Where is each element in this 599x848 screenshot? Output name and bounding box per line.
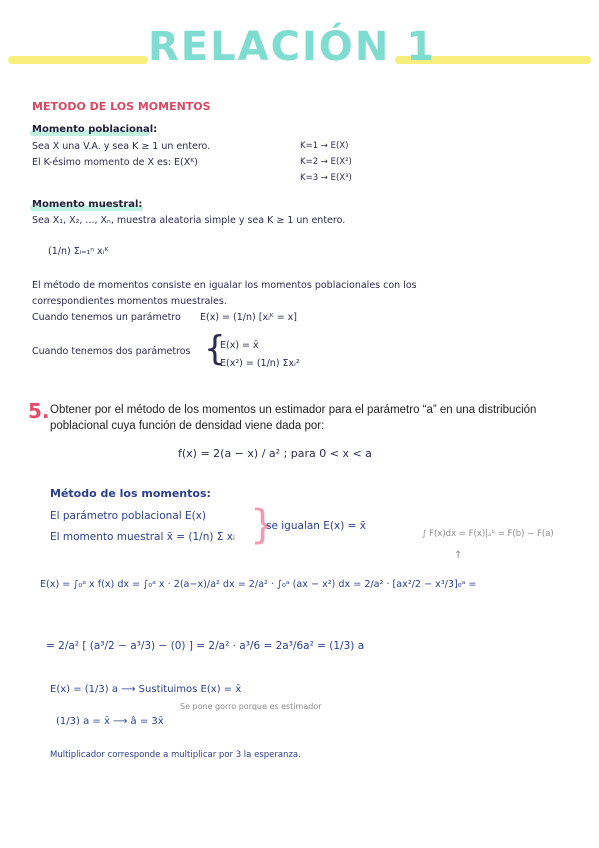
estimator-result: (1/3) a = x̄ ⟶ â = 3x̄ <box>56 716 164 727</box>
page-title: RELACIÓN 1 <box>148 24 437 70</box>
exercise-number: 5. <box>28 399 50 423</box>
two-param-label: Cuando tenemos dos parámetros <box>32 346 191 357</box>
one-param-label: Cuando tenemos un parámetro <box>32 312 181 323</box>
method-line1: El método de momentos consiste en igualar los momentos poblacionales con los <box>32 280 417 291</box>
sample-moment-heading: Momento muestral: <box>32 199 143 210</box>
pop-moment-line2: El K-ésimo momento de X es: E(Xᴷ) <box>32 157 198 168</box>
two-param-equation-2: E(x²) = (1/n) Σxᵢ² <box>220 358 300 369</box>
title-highlight-left <box>8 56 148 64</box>
estimator-note: Se pone gorro porque es estimador <box>180 702 322 711</box>
pop-moment-example-1: K=1 → E(X) <box>300 141 349 151</box>
pop-moment-heading: Momento poblacional: <box>32 124 158 135</box>
sample-moment-line1: Sea X₁, X₂, ..., Xₙ, muestra aleatoria simple y sea K ≥ 1 un entero. <box>32 215 346 226</box>
expectation-line-2: = 2/a² [ (a³/2 − a³/3) − (0) ] = 2/a² · a³/6 = 2a³/6a² = (1/3) a <box>46 640 365 652</box>
sample-moment-definition: El momento muestral x̄ = (1/n) Σ xᵢ <box>50 531 235 543</box>
final-note: Multiplicador corresponde a multiplicar por 3 la esperanza. <box>50 750 301 760</box>
equalize-statement: se igualan E(x) = x̄ <box>266 520 367 532</box>
sample-moment-formula: (1/n) Σᵢ₌₁ⁿ xᵢᴷ <box>48 246 109 257</box>
method-line2: correspondientes momentos muestrales. <box>32 296 227 307</box>
two-param-brace: { <box>204 329 226 369</box>
population-parameter: El parámetro poblacional E(x) <box>50 510 206 522</box>
pop-moment-example-3: K=3 → E(X³) <box>300 173 352 183</box>
density-function: f(x) = 2(a − x) / a² ; para 0 < x < a <box>178 447 372 460</box>
one-param-equation: E(x) = (1/n) [xᵢᴷ = x] <box>200 312 298 323</box>
equalize-brace: } <box>250 502 276 548</box>
exercise-statement-line1: Obtener por el método de los momentos un estimador para el parámetro “a” en una distribución <box>50 404 537 416</box>
pop-moment-line1: Sea X una V.A. y sea K ≥ 1 un entero. <box>32 141 211 152</box>
expectation-line-1: E(x) = ∫₀ᵃ x f(x) dx = ∫₀ᵃ x · 2(a−x)/a² dx = 2/a² · ∫₀ᵃ (ax − x²) dx = 2/a² · [ax²/2 − x³/3]₀ᵃ = <box>40 579 477 590</box>
pop-moment-example-2: K=2 → E(X²) <box>300 157 352 167</box>
integral-note: ∫ F(x)dx = F(x)|ₐᵇ = F(b) − F(a) <box>422 529 554 539</box>
integral-note-arrow: ↑ <box>454 550 463 561</box>
two-param-equation-1: E(x) = x̄ <box>220 340 259 351</box>
substitution-line: E(x) = (1/3) a ⟶ Sustituimos E(x) = x̄ <box>50 684 242 695</box>
section-title: METODO DE LOS MOMENTOS <box>32 100 211 113</box>
solution-heading: Método de los momentos: <box>50 487 211 500</box>
exercise-statement-line2: poblacional cuya función de densidad viene dada por: <box>50 420 325 432</box>
